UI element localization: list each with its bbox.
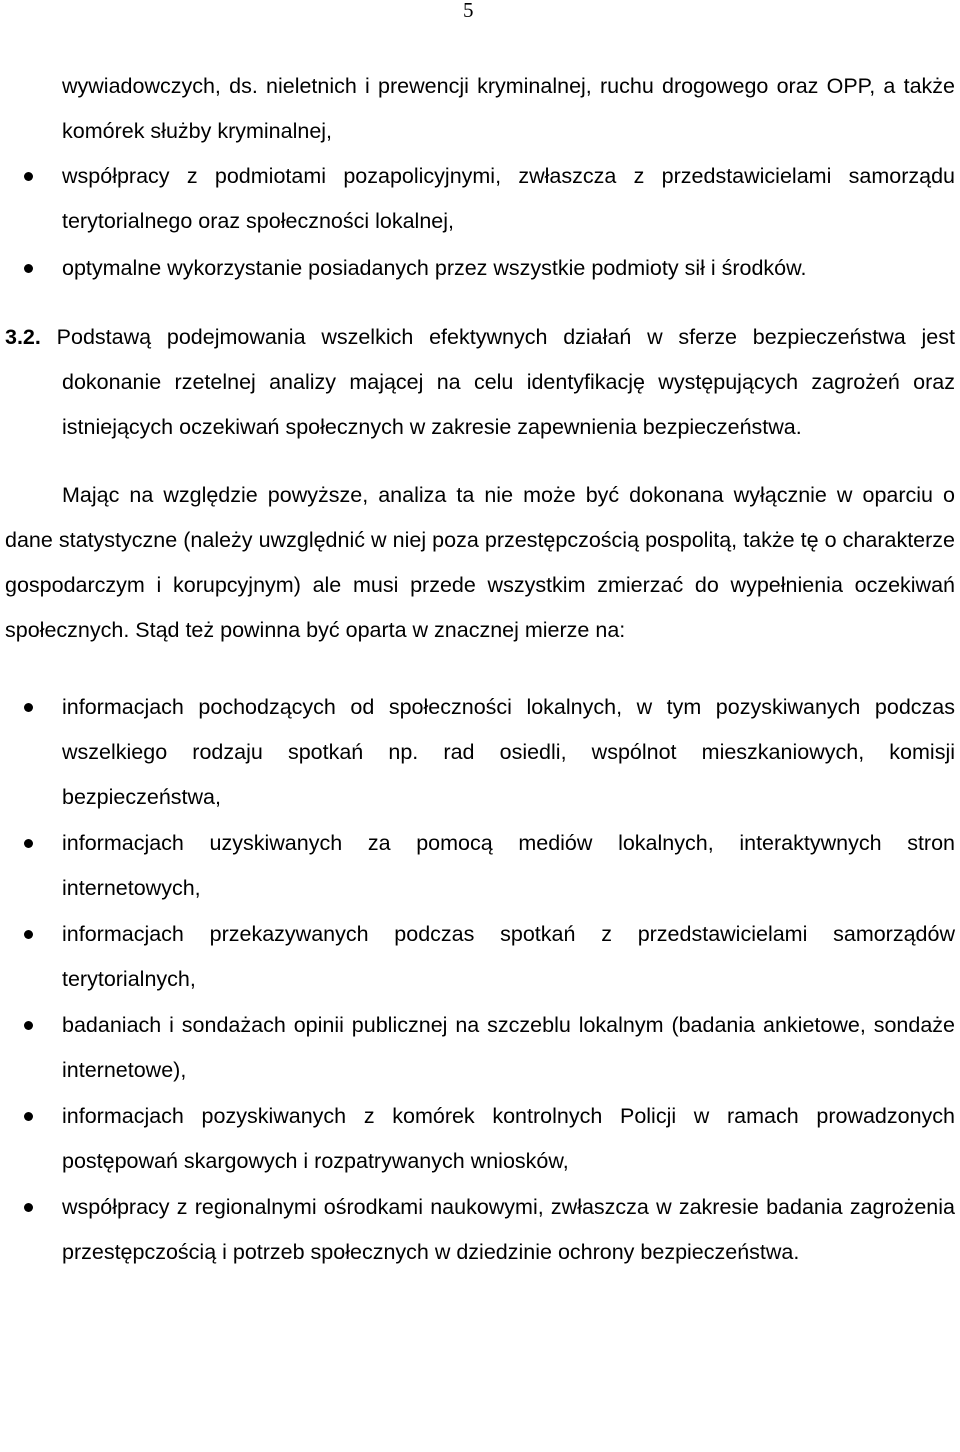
- list-item: [5, 246, 955, 291]
- list-item-text: optymalne wykorzystanie posiadanych przez wszystkie podmioty sił i środków.: [62, 256, 807, 280]
- section-number: 3.2.: [5, 325, 41, 349]
- list-item: [5, 821, 955, 911]
- list-item-text: informacjach pozyskiwanych z komórek kontrolnych Policji w ramach prowadzonych postępowań skargowych i rozpatrywanych wniosków,: [62, 1104, 955, 1173]
- section-text: Podstawą podejmowania wszelkich efektywnych działań w sferze bezpieczeństwa jest dokonanie rzetelnej analizy mającej na celu identyfikację występujących zagrożeń oraz istniejących oczekiwań społecznych w zakresie zapewnienia bezpieczeństwa.: [56, 325, 955, 439]
- top-bullet-list: [5, 154, 955, 291]
- bullet-icon: [24, 703, 33, 712]
- list-item-text: współpracy z podmiotami pozapolicyjnymi, zwłaszcza z przedstawicielami samorządu terytorialnego oraz społeczności lokalnej,: [62, 164, 955, 233]
- list-item: [5, 1003, 955, 1093]
- bullet-icon: [24, 1203, 33, 1212]
- bullet-icon: [24, 264, 33, 273]
- body-paragraph: Mając na względzie powyższe, analiza ta nie może być dokonana wyłącznie w oparciu o dane statystyczne (należy uwzględnić w niej poza przestępczością pospolitą, także tę o charakterze gospodarczym i korupcyjnym) ale musi przede wszystkim zmierzać do wypełnienia oczekiwań społecznych. Stąd też powinna być oparta w znacznej mierze na:: [5, 483, 955, 642]
- list-item-text: informacjach przekazywanych podczas spotkań z przedstawicielami samorządów terytorialnych,: [62, 922, 955, 991]
- list-item: [5, 1185, 955, 1275]
- list-item: [5, 685, 955, 820]
- bullet-icon: [24, 172, 33, 181]
- page-number: 5: [463, 0, 474, 22]
- section-paragraph: [5, 315, 955, 450]
- list-item: [5, 912, 955, 1002]
- list-item: [5, 1094, 955, 1184]
- bullet-icon: [24, 839, 33, 848]
- list-item-text: informacjach uzyskiwanych za pomocą mediów lokalnych, interaktywnych stron internetowych,: [62, 831, 955, 900]
- list-item-text: badaniach i sondażach opinii publicznej na szczeblu lokalnym (badania ankietowe, sondaże internetowe),: [62, 1013, 955, 1082]
- bullet-icon: [24, 1112, 33, 1121]
- bullet-icon: [24, 1021, 33, 1030]
- bullet-icon: [24, 930, 33, 939]
- list-item-continuation: wywiadowczych, ds. nieletnich i prewencji kryminalnej, ruchu drogowego oraz OPP, a także komórek służby kryminalnej,: [62, 74, 955, 143]
- bottom-bullet-list: [5, 685, 955, 1275]
- list-item-text: informacjach pochodzących od społeczności lokalnych, w tym pozyskiwanych podczas wszelkiego rodzaju spotkań np. rad osiedli, wspólnot mieszkaniowych, komisji bezpieczeństwa,: [62, 695, 955, 809]
- list-item-text: współpracy z regionalnymi ośrodkami naukowymi, zwłaszcza w zakresie badania zagrożenia przestępczością i potrzeb społecznych w dziedzinie ochrony bezpieczeństwa.: [62, 1195, 955, 1264]
- document-body: [5, 64, 955, 1276]
- list-item: [5, 154, 955, 244]
